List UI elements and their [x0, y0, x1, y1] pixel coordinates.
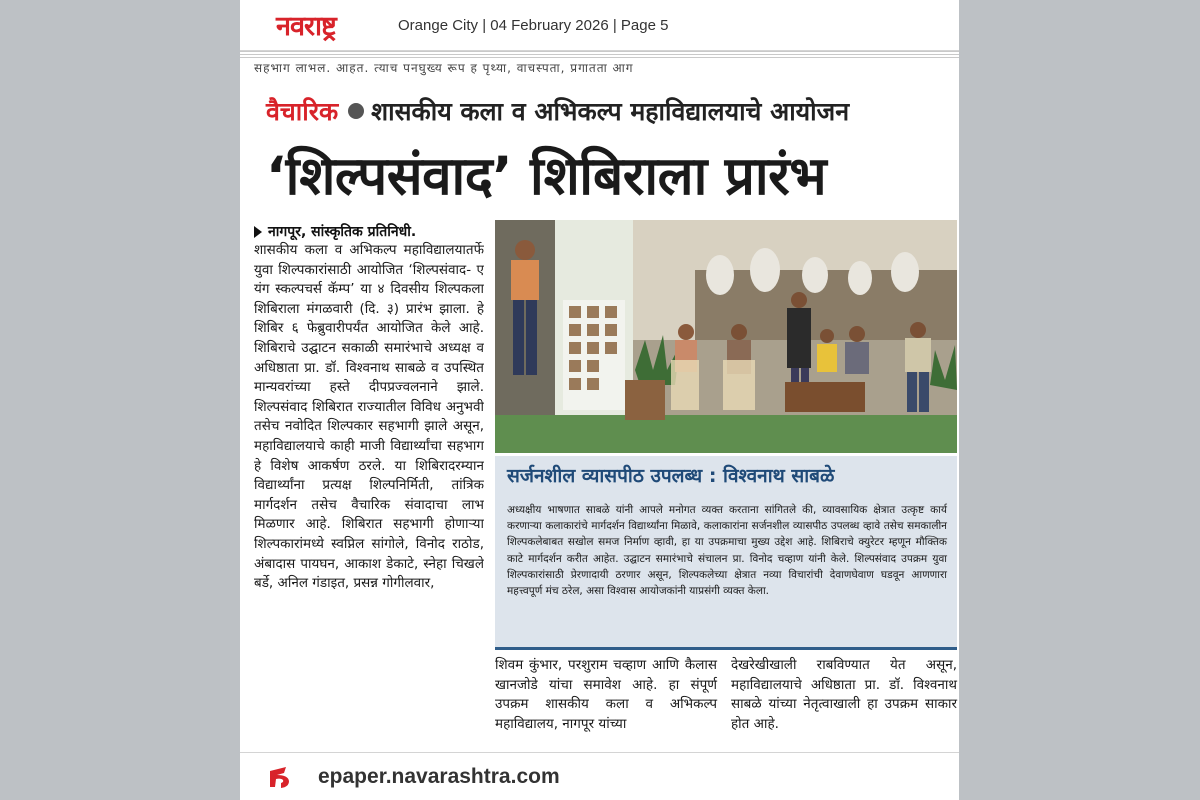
navarashtra-logo-icon: [268, 765, 292, 789]
pull-quote-divider: [495, 647, 957, 650]
article-clipping: [240, 60, 959, 752]
headline: ‘शिल्पसंवाद’ शिबिराला प्रारंभ: [266, 146, 827, 207]
epaper-url-link[interactable]: epaper.navarashtra.com: [318, 765, 560, 788]
epaper-header: [240, 0, 959, 51]
dateline-text: नागपूर, सांस्कृतिक प्रतिनिधी.: [268, 224, 417, 240]
pull-quote-body: अध्यक्षीय भाषणात साबळे यांनी आपले मनोगत व्यक्त करताना सांगितले की, व्यावसायिक क्षेत्रात उत्कृष्ट कार्य करणाऱ्या कलाकारांचे मार्गदर्शन विद्यार्थ्यांना मिळावे, कलाकारांना सर्जनशील व्यासपीठ उपलब्ध व्हावे तसेच समकालीन शिल्पकलेबाबत सखोल समज निर्माण व्हावी, हा या उपक्रमाचा मुख्य उद्देश आहे. शिबिराचे क्युरेटर म्हणून मौक्तिक काटे मार्गदर्शन करीत आहेत. उद्घाटन समारंभाचे संचालन प्रा. विनोद चव्हाण यांनी केले. शिल्पसंवाद उपक्रम युवा शिल्पकारांसाठी प्रेरणादायी ठरणार असून, शिल्पकलेच्या क्षेत्रात नव्या विचारांची देवाणघेवाण घडवून आणणारा महत्त्वपूर्ण मंच ठरेल, असा विश्वास आयोजकांनी याप्रसंगी व्यक्त केला.: [507, 504, 947, 598]
header-divider: [240, 51, 959, 59]
dateline: [254, 222, 484, 241]
edition-info: Orange City | 04 February 2026 | Page 5: [398, 17, 669, 34]
kicker: वैचारिक: [266, 97, 339, 126]
torn-top-text: सहभाग लाभल. आहत. त्याच पनघुख्य रूप ह पृथ्या, वाचस्पता, प्रगातता आग: [254, 61, 634, 75]
brand-logo[interactable]: नवराष्ट्र: [276, 11, 336, 42]
triangle-icon: [254, 226, 262, 238]
event-photo-illustration: [495, 220, 957, 453]
bullet-icon: [348, 103, 364, 119]
pull-quote-title: सर्जनशील व्यासपीठ उपलब्ध : विश्वनाथ साबळे: [507, 465, 835, 487]
epaper-footer: [240, 752, 959, 800]
kicker-row: [266, 94, 946, 132]
article-column-left: शासकीय कला व अभिकल्प महाविद्यालयातर्फे युवा शिल्पकारांसाठी आयोजित ‘शिल्पसंवाद- ए यंग स्कल्पचर्स कॅम्प’ या ४ दिवसीय शिल्पकला शिबिराला मंगळवारी (दि. ३) प्रारंभ झाला. हे शिबिर ६ फेब्रुवारीपर्यंत आयोजित केले आहे. शिबिराचे उद्घाटन सकाळी समारंभाचे अध्यक्ष व अधिष्ठाता प्रा. डॉ. विश्वनाथ साबळे व उपस्थित मान्यवरांच्या हस्ते दीपप्रज्वलनाने झाले. शिल्पसंवाद शिबिरात राज्यातील विविध अनुभवी तसेच नवोदित शिल्पकार सहभागी झाले असून, महाविद्यालयाचे काही माजी विद्यार्थ्यांचा सहभाग हे विशेष आकर्षण ठरले. या शिबिरादरम्यान विद्यार्थ्यांना प्रत्यक्ष शिल्पनिर्मिती, तांत्रिक मार्गदर्शन तसेच वैचारिक संवादाचा लाभ मिळणार आहे. शिबिरात सहभागी होणाऱ्या शिल्पकारांमध्ये स्वप्निल सांगोले, विनोद राठोड, अंबादास पायघन, आकाश डेकाटे, स्नेहा चिखले बर्डे, अनिल गंडाइत, प्रसन्न गोगीलवार,: [254, 242, 484, 592]
pull-quote-box: [495, 456, 957, 647]
subheadline: शासकीय कला व अभिकल्प महाविद्यालयाचे आयोजन: [371, 97, 850, 126]
event-photo: [495, 220, 957, 453]
article-column-right: देखरेखीखाली राबविण्यात येत असून, महाविद्यालयाचे अधिष्ठाता प्रा. डॉ. विश्वनाथ साबळे यांच्या नेतृत्वाखाली हा उपक्रम साकार होत आहे.: [731, 657, 957, 732]
newspaper-page: [240, 0, 959, 800]
article-column-middle: शिवम कुंभार, परशुराम चव्हाण आणि कैलास खानजोडे यांचा समावेश आहे. हा संपूर्ण उपक्रम शासकीय कला व अभिकल्प महाविद्यालय, नागपूर यांच्या: [495, 657, 717, 732]
